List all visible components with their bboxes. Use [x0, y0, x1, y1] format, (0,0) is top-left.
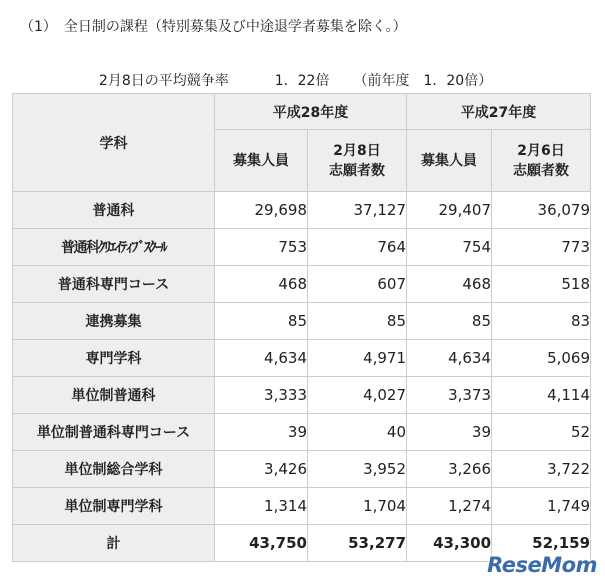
row-subject: 単位制専門学科 — [13, 488, 215, 525]
applicants-2016: 607 — [308, 266, 407, 303]
recruit-2016: 29,698 — [215, 192, 308, 229]
total-recruit-2016: 43,750 — [215, 525, 308, 562]
applicants-2015: 4,114 — [492, 377, 591, 414]
total-label: 計 — [13, 525, 215, 562]
recruit-2015: 3,373 — [407, 377, 492, 414]
applicants-2015: 773 — [492, 229, 591, 266]
applicants-2016: 4,971 — [308, 340, 407, 377]
recruit-2016: 753 — [215, 229, 308, 266]
recruit-2015: 468 — [407, 266, 492, 303]
applicants-2015: 36,079 — [492, 192, 591, 229]
table-row — [13, 340, 591, 377]
table-row — [13, 414, 591, 451]
table-row — [13, 451, 591, 488]
recruit-2016: 3,333 — [215, 377, 308, 414]
applicants-2015: 3,722 — [492, 451, 591, 488]
recruit-2016: 39 — [215, 414, 308, 451]
row-subject: 単位制総合学科 — [13, 451, 215, 488]
average-rate-label: 2月8日の平均競争率 — [98, 73, 229, 89]
subject-header: 学科 — [13, 94, 215, 192]
recruit-current-header: 募集人員 — [215, 130, 308, 192]
average-rate-line — [90, 54, 492, 90]
total-applicants-2015: 52,159 — [492, 525, 591, 562]
recruit-2015: 29,407 — [407, 192, 492, 229]
row-subject: 単位制普通科専門コース — [13, 414, 215, 451]
applicants-current-label: 志願者数 — [329, 162, 385, 179]
recruit-2015: 3,266 — [407, 451, 492, 488]
applicants-current-header — [308, 130, 407, 192]
year-previous-header: 平成27年度 — [407, 94, 591, 130]
recruit-2015: 39 — [407, 414, 492, 451]
applicants-2016: 3,952 — [308, 451, 407, 488]
recruit-2015: 4,634 — [407, 340, 492, 377]
row-subject: 専門学科 — [13, 340, 215, 377]
row-subject: 普通科ｸﾘｴｲﾃｨﾌﾞｽｸｰﾙ — [13, 229, 215, 266]
recruit-2015: 754 — [407, 229, 492, 266]
applicants-2015: 518 — [492, 266, 591, 303]
total-recruit-2015: 43,300 — [407, 525, 492, 562]
recruit-previous-header: 募集人員 — [407, 130, 492, 192]
resemom-watermark-logo: ReseMom — [487, 553, 597, 577]
applicants-2016: 37,127 — [308, 192, 407, 229]
table-row — [13, 488, 591, 525]
row-subject: 連携募集 — [13, 303, 215, 340]
applicants-table — [12, 93, 591, 562]
applicants-previous-header — [492, 130, 591, 192]
applicants-2015: 5,069 — [492, 340, 591, 377]
recruit-2015: 1,274 — [407, 488, 492, 525]
row-subject: 普通科専門コース — [13, 266, 215, 303]
year-current-header: 平成28年度 — [215, 94, 407, 130]
table-row — [13, 229, 591, 266]
recruit-2016: 85 — [215, 303, 308, 340]
recruit-2016: 468 — [215, 266, 308, 303]
applicants-2016: 85 — [308, 303, 407, 340]
row-subject: 普通科 — [13, 192, 215, 229]
recruit-2016: 1,314 — [215, 488, 308, 525]
section-heading: （1） 全日制の課程（特別募集及び中途退学者募集を除く。） — [20, 19, 407, 35]
recruit-2016: 4,634 — [215, 340, 308, 377]
applicants-2016: 1,704 — [308, 488, 407, 525]
recruit-2015: 85 — [407, 303, 492, 340]
recruit-2016: 3,426 — [215, 451, 308, 488]
applicants-previous-label: 志願者数 — [513, 162, 570, 179]
applicants-2016: 764 — [308, 229, 407, 266]
applicants-2016: 4,027 — [308, 377, 407, 414]
applicants-2015: 1,749 — [492, 488, 591, 525]
applicants-2015: 52 — [492, 414, 591, 451]
applicants-2015: 83 — [492, 303, 591, 340]
average-rate-value: 1．22倍 — [274, 73, 330, 89]
table-row — [13, 192, 591, 229]
total-applicants-2016: 53,277 — [308, 525, 407, 562]
table-row — [13, 377, 591, 414]
applicants-previous-date: 2月6日 — [517, 142, 565, 159]
previous-year-rate: （前年度 1．20倍） — [353, 73, 493, 89]
applicants-current-date: 2月8日 — [333, 142, 381, 159]
table-row — [13, 303, 591, 340]
table-row — [13, 266, 591, 303]
row-subject: 単位制普通科 — [13, 377, 215, 414]
applicants-2016: 40 — [308, 414, 407, 451]
